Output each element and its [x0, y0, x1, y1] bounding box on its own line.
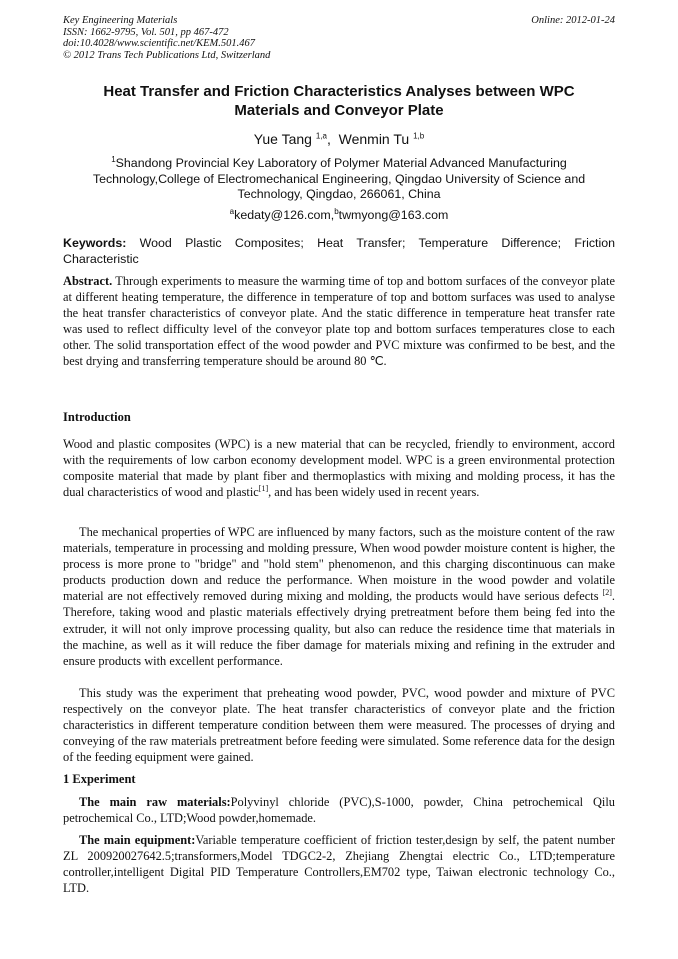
- intro-p2-text-a: The mechanical properties of WPC are influenced by many factors, such as the moisture content of the raw materials, temperature in processing and molding pressure, When wood powder moisture content is higher, the process is more prone to "bridge" and "hold stem" phenomenon, and this charging discontinuous can make products production down and reduce the performance. When moisture in the wood powder and volatile material are not effectively removed during mixing and molding, the products would have serious defects: [63, 525, 615, 604]
- author-2-sup: 1,b: [413, 131, 425, 141]
- intro-paragraph-2: [63, 524, 615, 669]
- author-1-name: Yue Tang: [253, 131, 316, 147]
- keywords: [63, 236, 615, 267]
- intro-p2-citation: [2]: [602, 588, 612, 598]
- intro-p1-text-a: Wood and plastic composites (WPC) is a new material that can be recycled, friendly to environment, accord with the requirements of low carbon economy development model. WPC is a green environmental protection composite material that made by plant fiber and thermoplastics with mixing and molding process, it has the dual characteristics of wood and plastic: [63, 437, 615, 500]
- introduction-heading: Introduction: [63, 410, 131, 424]
- copyright-line: © 2012 Trans Tech Publications Ltd, Switzerland: [63, 49, 271, 61]
- author-1-sup: 1,a: [315, 131, 327, 141]
- author-emails: [63, 208, 615, 223]
- experiment-heading: 1 Experiment: [63, 772, 136, 786]
- intro-paragraph-3: This study was the experiment that preheating wood powder, PVC, wood powder and mixture of PVC respectively on the conveyor plate. The heat transfer characteristics of conveyor plate and the friction characteristics in different temperature condition between them were measured. The processes of drying and conveying of the raw materials pretreatment before feeding were simulated. Some reference data for the design of the feeding equipment were gained.: [63, 686, 615, 765]
- online-date: Online: 2012-01-24: [531, 15, 615, 26]
- intro-p2-text-b: . Therefore, taking wood and plastic materials effectively drying pretreatment before them being fed into the extruder, it will not only improve processing quality, but also can reduce the residence time that materials in the machine, as well as it will reduce the fiber damage for materials mixing and refining in the extruder and ensure products with excellent performance.: [63, 589, 615, 668]
- equipment-text: Variable temperature coefficient of friction tester,design by self, the patent number ZL 200920027642.5;transformers,Model TDGC2-2, Zhejiang Zhengtai electric Co., LTD;temperature controller,intelligent Digital PID Temperature Controllers,EM702 type, Taiwan electronic technology Co., LTD.: [63, 833, 615, 896]
- affiliation-sup: 1: [111, 154, 116, 164]
- email-a: kedaty@126.com,: [234, 208, 335, 222]
- abstract: [63, 273, 615, 370]
- raw-materials-text: Polyvinyl chloride (PVC),S-1000, powder, China petrochemical Qilu petrochemical Co., LTD;Wood powder,homemade.: [63, 795, 615, 826]
- intro-paragraph-1: [63, 436, 615, 500]
- affiliation: [63, 156, 615, 203]
- title-line-2: Materials and Conveyor Plate: [234, 102, 444, 119]
- email-b-sup: b: [334, 206, 339, 216]
- equipment-paragraph: [63, 832, 615, 896]
- title-line-1: Heat Transfer and Friction Characteristics Analyses between WPC: [103, 83, 575, 100]
- equipment-label: The main equipment:: [79, 833, 196, 847]
- author-separator: ,: [326, 131, 335, 147]
- keywords-text: Wood Plastic Composites; Heat Transfer; Temperature Difference; Friction Characteristic: [63, 236, 615, 266]
- author-2-name: Wenmin Tu: [338, 131, 414, 147]
- keywords-label: Keywords:: [63, 236, 127, 250]
- email-a-sup: a: [229, 206, 235, 216]
- journal-header: [63, 15, 615, 61]
- affiliation-text: Shandong Provincial Key Laboratory of Polymer Material Advanced Manufacturing Technology,College of Electromechanical Engineering, Qingdao University of Science and Technology, Qingdao, 266061, China: [92, 156, 586, 201]
- raw-materials-paragraph: [63, 794, 615, 826]
- intro-p1-text-b: , and has been widely used in recent years.: [268, 485, 480, 500]
- intro-p1-citation: [1]: [258, 484, 269, 494]
- paper-title: [63, 82, 615, 120]
- issn-line: ISSN: 1662-9795, Vol. 501, pp 467-472: [63, 26, 229, 38]
- abstract-label: Abstract.: [63, 274, 113, 288]
- abstract-text: Through experiments to measure the warming time of top and bottom surfaces of the conveyor plate at different heating temperature, the difference in temperature of top and bottom surfaces was used to analyse the heat transfer characteristics of conveyor plate. And the static difference in temperature heat transfer rate was used to reflect difficulty level of the conveyor plate top and bottom surfaces temperatures close to each other. The solid transportation effect of the wood powder and PVC mixture was confirmed to be best, and the best drying and transferring temperature should be around 80 ℃.: [63, 274, 615, 369]
- doi-line: doi:10.4028/www.scientific.net/KEM.501.467: [63, 38, 255, 49]
- email-b: twmyong@163.com: [338, 208, 449, 222]
- raw-materials-label: The main raw materials:: [79, 795, 231, 809]
- author-list: [63, 130, 615, 148]
- journal-name: Key Engineering Materials: [63, 15, 178, 26]
